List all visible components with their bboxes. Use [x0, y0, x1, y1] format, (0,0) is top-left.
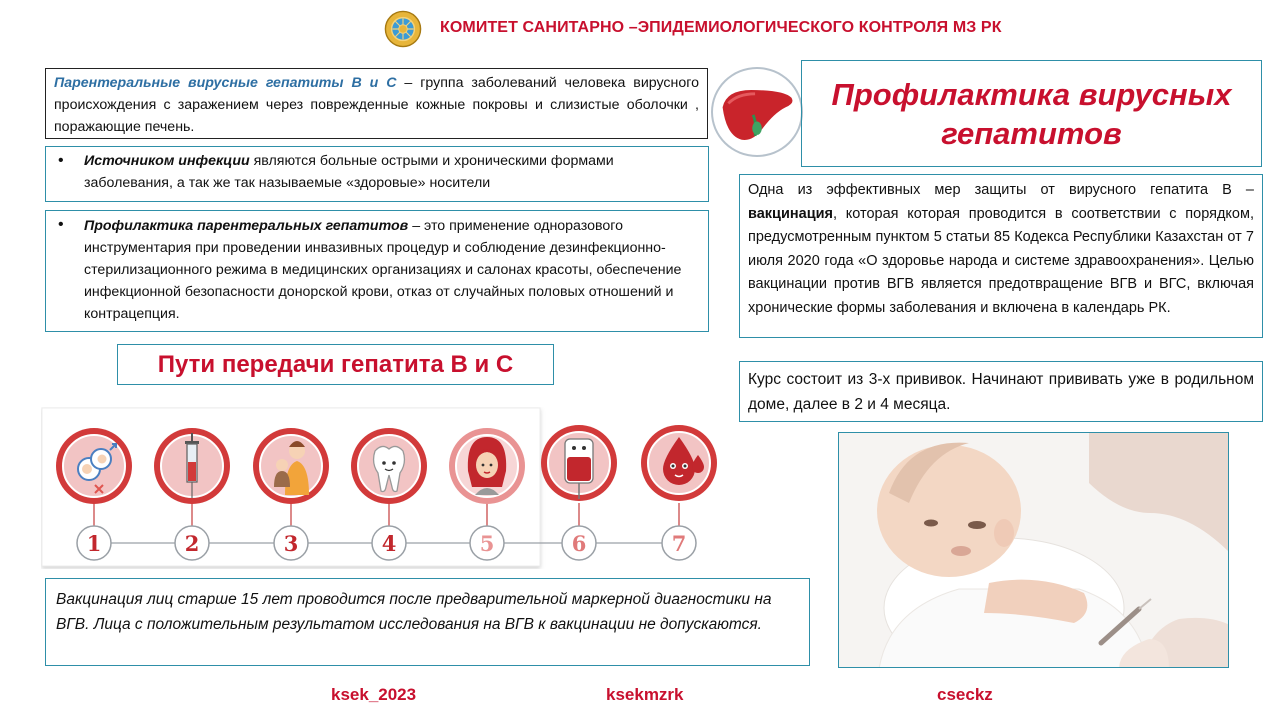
liver-icon [713, 69, 801, 155]
route-number-3 [274, 526, 308, 560]
route-number-6 [562, 526, 596, 560]
svg-text:2: 2 [184, 531, 200, 556]
footer-handle-3[interactable]: cseckz [937, 685, 993, 704]
route-number-4 [372, 526, 406, 560]
bullet: • [58, 216, 64, 233]
route-number-7 [662, 526, 696, 560]
kazakhstan-emblem-icon [384, 10, 422, 48]
adult-vaccination-note: Вакцинация лиц старше 15 лет проводится после предварительной маркерной диагностики на ВГВ. Лица с положительным результатом исследования на ВГВ к вакцинации не допускаются. [45, 578, 810, 666]
svg-text:1: 1 [86, 531, 102, 556]
route-number-2 [175, 526, 209, 560]
blood-drop-icon [641, 425, 717, 526]
route-number-1 [77, 526, 111, 560]
bullet: • [58, 152, 64, 169]
infection-source-text: являются больные острыми и хроническими формами заболевания, а так же так называемые «здоровые» носители [84, 153, 614, 191]
svg-text:3: 3 [283, 531, 299, 556]
vaccination-course-box: Курс состоит из 3-х прививок. Начинают прививать уже в родильном доме, далее в 2 и 4 месяца. [739, 361, 1263, 422]
main-title-line2: гепатитов [941, 115, 1122, 151]
route-number-5 [470, 526, 504, 560]
definition-text: – группа заболеваний человека вирусного происхождения с заражением через поврежденные кожные покровы и слизистые оболочки , поражающие печень. [54, 75, 699, 135]
definition-term: Парентеральные вирусные гепатиты В и С [54, 75, 397, 91]
main-title-box [801, 60, 1262, 167]
vaccination-text-part1: Одна из эффективных мер защиты от вирусного гепатита В – [748, 182, 1254, 198]
svg-text:4: 4 [381, 531, 397, 556]
baby-vaccination-photo [838, 432, 1229, 668]
infection-source-box [45, 146, 709, 202]
transmission-routes-title: Пути передачи гепатита В и С [117, 344, 554, 385]
prophylaxis-box [45, 210, 709, 332]
definition-box [45, 68, 708, 139]
svg-text:7: 7 [671, 531, 687, 556]
prophylaxis-text: – это применение одноразового инструментария при проведении инвазивных процедур и соблюдение дезинфекционно-стерилизационного режима в медицинских организациях и салонах красоты, обеспечение инфекционной безопасности донорской крови, отказ от случайных половых отношений и контрацепция. [84, 218, 682, 322]
baby-vaccination-illustration [839, 433, 1229, 668]
main-title-line1: Профилактика вирусных [831, 76, 1232, 112]
vaccination-text-part2: , которая которая проводится в соответствии с порядком, предусмотренным пунктом 5 статьи 85 Кодекса Республики Казахстан от 7 июля 2020 года «О здоровье народа и системе здравоохранения». Целью вакцинации против ВГВ является предотвращение ВГВ и ВГС, включая хронические формы заболевания и включена в календарь РК. [748, 205, 1254, 316]
footer-handle-2[interactable]: ksekmzrk [606, 685, 684, 704]
svg-text:5: 5 [479, 531, 495, 556]
vaccination-info-box [739, 174, 1263, 338]
footer-handle-1[interactable]: ksek_2023 [331, 685, 417, 704]
blood-bag-icon [541, 425, 617, 526]
prophylaxis-term: Профилактика парентеральных гепатитов [84, 218, 409, 234]
vaccination-term: вакцинация [748, 205, 833, 222]
svg-text:6: 6 [571, 531, 587, 556]
liver-image [711, 67, 803, 157]
infection-source-term: Источником инфекции [84, 153, 250, 169]
header-title: КОМИТЕТ САНИТАРНО –ЭПИДЕМИОЛОГИЧЕСКОГО КОНТРОЛЯ МЗ РК [440, 19, 1002, 36]
transmission-routes-strip [41, 407, 731, 569]
main-title [832, 75, 1232, 153]
